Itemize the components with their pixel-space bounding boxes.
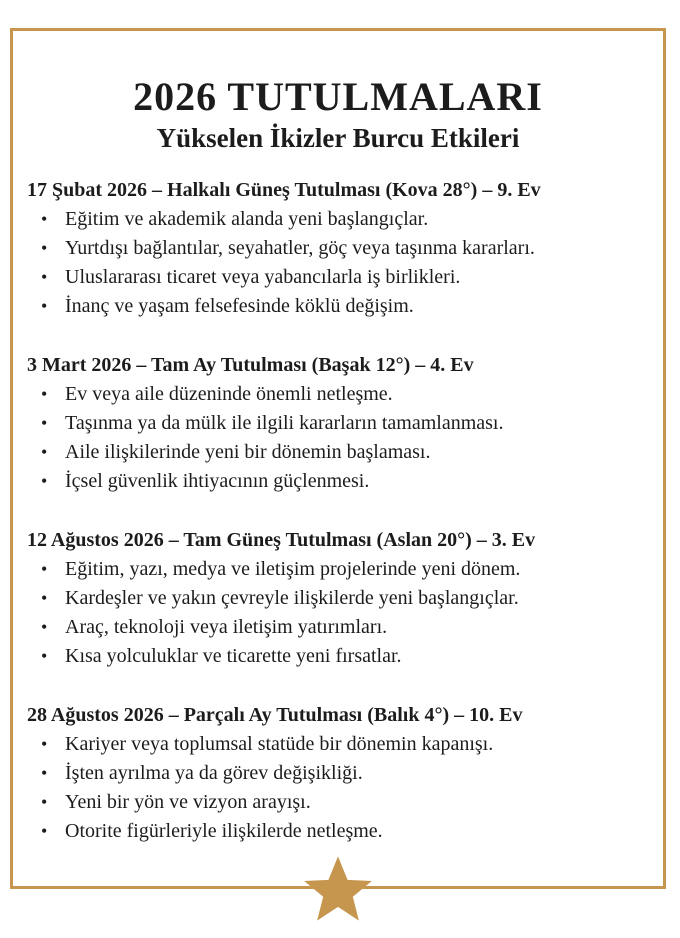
bullet-marker: • xyxy=(41,734,48,754)
bullet-marker: • xyxy=(41,384,48,404)
section-heading: 3 Mart 2026 – Tam Ay Tutulması (Başak 12°) – 4. Ev xyxy=(27,354,474,376)
list-item xyxy=(27,409,641,438)
list-item xyxy=(27,613,641,642)
bullet-text: İşten ayrılma ya da görev değişikliği. xyxy=(65,762,363,784)
bullet-list xyxy=(27,205,641,321)
list-item xyxy=(27,759,641,788)
bullet-list xyxy=(27,730,641,846)
eclipse-section-march xyxy=(27,351,641,496)
bullet-marker: • xyxy=(41,296,48,316)
list-item xyxy=(27,467,641,496)
list-item xyxy=(27,292,641,321)
list-item xyxy=(27,555,641,584)
bullet-marker: • xyxy=(41,646,48,666)
list-item xyxy=(27,234,641,263)
list-item xyxy=(27,205,641,234)
bullet-marker: • xyxy=(41,267,48,287)
section-heading: 12 Ağustos 2026 – Tam Güneş Tutulması (Aslan 20°) – 3. Ev xyxy=(27,529,536,551)
bullet-marker: • xyxy=(41,821,48,841)
bullet-text: Yeni bir yön ve vizyon arayışı. xyxy=(65,791,311,813)
bullet-marker: • xyxy=(41,209,48,229)
bullet-marker: • xyxy=(41,413,48,433)
list-item xyxy=(27,263,641,292)
bullet-marker: • xyxy=(41,763,48,783)
bullet-marker: • xyxy=(41,792,48,812)
eclipse-section-august-28 xyxy=(27,701,641,846)
list-item xyxy=(27,730,641,759)
list-item xyxy=(27,642,641,671)
sections-container xyxy=(13,176,663,846)
bullet-text: Araç, teknoloji veya iletişim yatırımları. xyxy=(65,616,388,638)
bullet-list xyxy=(27,380,641,496)
list-item xyxy=(27,380,641,409)
bullet-text: Uluslararası ticaret veya yabancılarla iş birlikleri. xyxy=(65,266,461,288)
section-heading: 17 Şubat 2026 – Halkalı Güneş Tutulması (Kova 28°) – 9. Ev xyxy=(27,179,541,201)
bullet-text: İnanç ve yaşam felsefesinde köklü değişim. xyxy=(65,295,414,317)
bullet-marker: • xyxy=(41,617,48,637)
bullet-marker: • xyxy=(41,471,48,491)
list-item xyxy=(27,788,641,817)
star-icon xyxy=(301,855,375,926)
bullet-text: Kariyer veya toplumsal statüde bir dönemin kapanışı. xyxy=(65,733,494,755)
bullet-text: Eğitim ve akademik alanda yeni başlangıçlar. xyxy=(65,208,429,230)
page-subtitle: Yükselen İkizler Burcu Etkileri xyxy=(156,123,520,153)
bullet-marker: • xyxy=(41,588,48,608)
bullet-text: Taşınma ya da mülk ile ilgili kararların tamamlanması. xyxy=(65,412,504,434)
list-item xyxy=(27,817,641,846)
bullet-text: Otorite figürleriyle ilişkilerde netleşme. xyxy=(65,820,383,842)
bullet-marker: • xyxy=(41,442,48,462)
list-item xyxy=(27,438,641,467)
list-item xyxy=(27,584,641,613)
bullet-marker: • xyxy=(41,559,48,579)
bullet-text: Aile ilişkilerinde yeni bir dönemin başlaması. xyxy=(65,441,431,463)
bullet-text: Kısa yolculuklar ve ticarette yeni fırsatlar. xyxy=(65,645,402,667)
bullet-text: Yurtdışı bağlantılar, seyahatler, göç veya taşınma kararları. xyxy=(65,237,535,259)
bullet-text: Ev veya aile düzeninde önemli netleşme. xyxy=(65,383,393,405)
eclipse-section-february xyxy=(27,176,641,321)
document-border-frame xyxy=(10,28,666,889)
page-title: 2026 TUTULMALARI xyxy=(133,74,543,119)
bullet-list xyxy=(27,555,641,671)
bullet-text: İçsel güvenlik ihtiyacının güçlenmesi. xyxy=(65,470,370,492)
bullet-text: Kardeşler ve yakın çevreyle ilişkilerde yeni başlangıçlar. xyxy=(65,587,519,609)
bullet-text: Eğitim, yazı, medya ve iletişim projelerinde yeni dönem. xyxy=(65,558,521,580)
section-heading: 28 Ağustos 2026 – Parçalı Ay Tutulması (Balık 4°) – 10. Ev xyxy=(27,704,523,726)
bullet-marker: • xyxy=(41,238,48,258)
eclipse-section-august-12 xyxy=(27,526,641,671)
